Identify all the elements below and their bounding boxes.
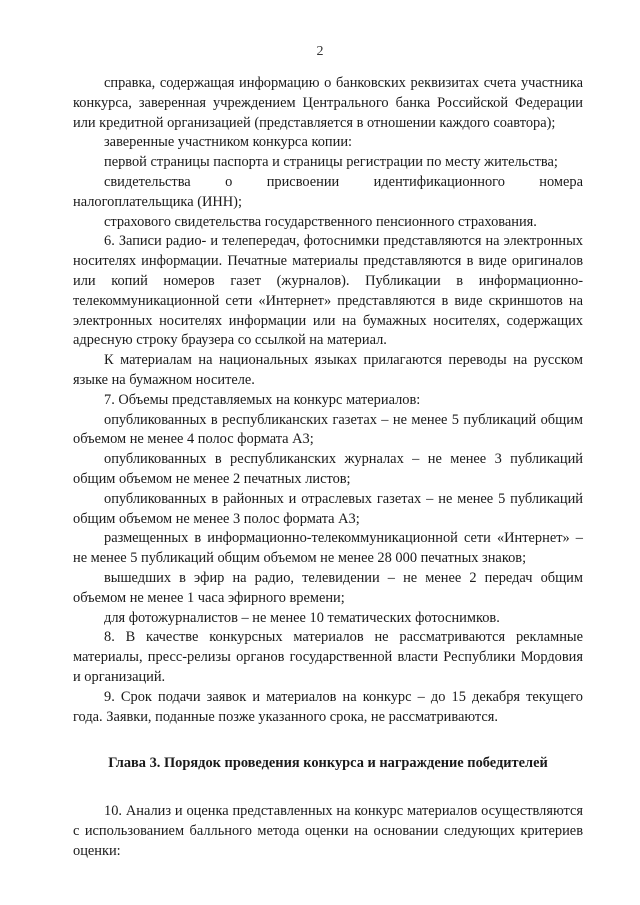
chapter-title: Глава 3. Порядок проведения конкурса и награждение победителей [108, 755, 548, 772]
paragraph-inn-certificate: свидетельства о присвоении идентификационного номера налогоплательщика (ИНН); [73, 173, 583, 210]
paragraph-item-9: 9. Срок подачи заявок и материалов на конкурс – до 15 декабря текущего года. Заявки, поданные позже указанного срока, не рассматриваются. [73, 688, 583, 725]
paragraph-republican-newspapers: опубликованных в республиканских газетах – не менее 5 публикаций общим объемом не менее 4 полос формата А3; [73, 411, 583, 448]
paragraph-passport-pages: первой страницы паспорта и страницы регистрации по месту жительства; [104, 154, 558, 171]
paragraph-bank-certificate: справка, содержащая информацию о банковских реквизитах счета участника конкурса, заверенная учреждением Центрального банка Российской Федерации или кредитной организацией (представляется в отношении каждого соавтора); [73, 75, 583, 131]
paragraph-item-8: 8. В качестве конкурсных материалов не рассматриваются рекламные материалы, пресс-релизы органов государственной власти Республики Мордовия и организаций. [73, 629, 583, 685]
paragraph-item-7: 7. Объемы представляемых на конкурс материалов: [104, 391, 421, 408]
paragraph-broadcasts: вышедших в эфир на радио, телевидении – не менее 2 передач общим объемом не менее 1 часа эфирного времени; [73, 569, 583, 606]
paragraph-national-languages: К материалам на национальных языках прилагаются переводы на русском языке на бумажном носителе. [73, 352, 583, 388]
page-number: 2 [316, 44, 324, 59]
paragraph-internet-publications: размещенных в информационно-телекоммуникационной сети «Интернет» – не менее 5 публикаций общим объемом не менее 28 000 печатных знаков; [73, 530, 583, 567]
paragraph-certified-copies: заверенные участником конкурса копии: [104, 134, 353, 151]
document-body [73, 74, 583, 861]
paragraph-republican-magazines: опубликованных в республиканских журналах – не менее 3 публикаций общим объемом не менее 2 печатных листов; [73, 451, 583, 487]
paragraph-item-6: 6. Записи радио- и телепередач, фотоснимки представляются на электронных носителях информации. Печатные материалы представляются в виде оригиналов или копий номеров газет (журналов). Публикации в информационно-телекоммуникационной сети «Интернет» представляются в виде скриншотов на электронных носителях информации или на бумажных носителях, содержащих адресную строку браузера со ссылкой на материал. [73, 233, 583, 349]
paragraph-pension-certificate: страхового свидетельства государственного пенсионного страхования. [104, 213, 537, 230]
paragraph-photojournalists: для фотожурналистов – не менее 10 тематических фотоснимков. [104, 609, 500, 626]
paragraph-district-newspapers: опубликованных в районных и отраслевых газетах – не менее 5 публикаций общим объемом не менее 3 полос формата А3; [73, 490, 583, 527]
paragraph-item-10: 10. Анализ и оценка представленных на конкурс материалов осуществляются с использованием балльного метода оценки на основании следующих критериев оценки: [73, 803, 583, 859]
